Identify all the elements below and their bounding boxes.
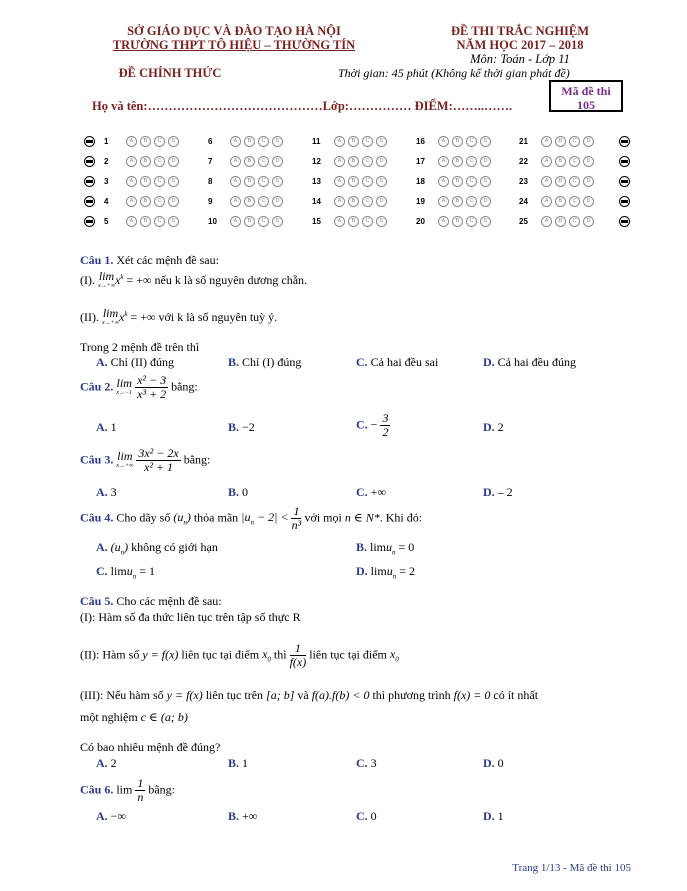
name-field[interactable]: ……………………………………	[147, 99, 323, 113]
answer-bubble-d[interactable]: D	[376, 136, 387, 147]
alignment-marker-icon	[619, 196, 630, 207]
answer-number: 1	[104, 136, 109, 146]
answer-number: 24	[519, 196, 528, 206]
name-label: Họ và tên:	[92, 99, 148, 113]
exam-code-value: 105	[577, 98, 595, 112]
question-text: Xét các mệnh đề sau:	[116, 253, 219, 267]
answer-group	[312, 132, 390, 150]
q5-statement-3-cont: một nghiệm c ∈ (a; b)	[80, 710, 188, 724]
answer-bubble-b[interactable]: B	[348, 156, 359, 167]
class-label: Lớp:	[322, 99, 349, 113]
answer-bubble-d[interactable]: D	[376, 176, 387, 187]
answer-bubble-c[interactable]: C	[466, 136, 477, 147]
answer-bubble-b[interactable]: B	[452, 156, 463, 167]
answer-bubble-a[interactable]: A	[334, 156, 345, 167]
question-text: Cho các mệnh đề sau:	[116, 594, 222, 608]
official-label: ĐỀ CHÍNH THỨC	[118, 66, 222, 80]
answer-group	[104, 152, 182, 170]
answer-bubble-a[interactable]: A	[541, 176, 552, 187]
answer-bubble-a[interactable]: A	[334, 176, 345, 187]
answer-group	[312, 152, 390, 170]
answer-bubble-a[interactable]: A	[126, 156, 137, 167]
time-line: Thời gian: 45 phút (Không kể thời gian phát đề)	[338, 66, 570, 80]
question-label: Câu 4.	[80, 510, 114, 525]
answer-group	[416, 212, 494, 230]
answer-bubble-b[interactable]: B	[348, 136, 359, 147]
answer-bubble-c[interactable]: C	[258, 136, 269, 147]
page-footer: Trang 1/13 - Mã đề thi 105	[512, 862, 631, 874]
fraction: $\frac{\text{3x² − 2x}}{\text{x² + 1}}$	[138, 446, 179, 474]
answer-bubble-b[interactable]: B	[140, 216, 151, 227]
limit-expression: lim x→+∞	[116, 448, 134, 469]
answer-number: 13	[312, 176, 321, 186]
answer-number: 21	[519, 136, 528, 146]
answer-bubble-d[interactable]: D	[583, 196, 594, 207]
answer-group	[416, 192, 494, 210]
answer-number: 9	[208, 196, 213, 206]
q5-statement-1: (I): Hàm số đa thức liên tục trên tập số thực R	[80, 610, 301, 624]
answer-bubble-a[interactable]: A	[126, 196, 137, 207]
answer-bubble-d[interactable]: D	[168, 176, 179, 187]
answer-bubble-a[interactable]: A	[541, 216, 552, 227]
answer-bubble-a[interactable]: A	[438, 216, 449, 227]
question-label: Câu 3.	[80, 452, 114, 467]
answer-bubble-d[interactable]: D	[168, 156, 179, 167]
q6-option-b[interactable]: B. +∞	[228, 809, 258, 823]
answer-number: 17	[416, 156, 425, 166]
answer-bubble-c[interactable]: C	[569, 136, 580, 147]
question-4: Câu 4. Cho dãy số $(u_n)$ thỏa mãn $|u_n - 2|$ < $\frac{1}{\text{n³}}$ với mọi n ∈ N*. Khi đó:	[80, 504, 423, 532]
q2-option-a[interactable]: A. 1	[96, 420, 117, 434]
answer-bubble-b[interactable]: B	[348, 176, 359, 187]
fraction: $\frac{\text{x² − 3}}{\text{x³ + 2}}$	[137, 373, 167, 401]
answer-bubble-d[interactable]: D	[480, 136, 491, 147]
q3-option-d[interactable]: D. – 2	[483, 485, 513, 499]
question-label: Câu 6.	[80, 782, 114, 797]
answer-bubble-a[interactable]: A	[438, 136, 449, 147]
alignment-marker-icon	[619, 136, 630, 147]
q1-statement-2: (II). lim x→+∞ $x^k$ = +∞ với k là số nguyên tuỳ ý.	[80, 306, 278, 327]
school-name: TRƯỜNG THPT TÔ HIỆU – THƯỜNG TÍN	[112, 38, 356, 52]
answer-group	[208, 152, 286, 170]
answer-bubble-d[interactable]: D	[376, 196, 387, 207]
alignment-marker-icon	[84, 176, 95, 187]
alignment-marker-icon	[84, 156, 95, 167]
answer-group	[519, 172, 597, 190]
answer-bubble-c[interactable]: C	[362, 156, 373, 167]
answer-bubble-a[interactable]: A	[334, 136, 345, 147]
q3-option-a[interactable]: A. 3	[96, 485, 117, 499]
statement-prefix: (I).	[80, 273, 95, 287]
q4-option-d[interactable]: D. limu$_n$ = 2	[356, 564, 415, 581]
alignment-marker-icon	[84, 216, 95, 227]
answer-number: 7	[208, 156, 213, 166]
q1-statement-1: (I). lim x→+∞ $x^k$ = +∞ nếu k là số nguyên dương chẵn.	[80, 269, 308, 290]
answer-bubble-d[interactable]: D	[376, 156, 387, 167]
answer-number: 5	[104, 216, 109, 226]
answer-group	[519, 152, 597, 170]
answer-number: 3	[104, 176, 109, 186]
answer-bubble-a[interactable]: A	[541, 196, 552, 207]
answer-bubble-d[interactable]: D	[583, 176, 594, 187]
answer-number: 18	[416, 176, 425, 186]
answer-bubble-c[interactable]: C	[154, 136, 165, 147]
answer-number: 11	[312, 136, 321, 146]
answer-group	[104, 132, 182, 150]
answer-bubble-b[interactable]: B	[140, 176, 151, 187]
answer-bubble-b[interactable]: B	[555, 136, 566, 147]
answer-bubble-d[interactable]: D	[376, 216, 387, 227]
q5-lead: Có bao nhiêu mệnh đề đúng?	[80, 740, 221, 754]
answer-group	[519, 132, 597, 150]
answer-number: 2	[104, 156, 109, 166]
answer-group	[312, 172, 390, 190]
answer-group	[416, 132, 494, 150]
answer-bubble-b[interactable]: B	[348, 196, 359, 207]
answer-bubble-a[interactable]: A	[126, 216, 137, 227]
answer-number: 23	[519, 176, 528, 186]
q2-option-c[interactable]: C. − $\frac{3}{2}$	[356, 411, 389, 439]
answer-bubble-c[interactable]: C	[154, 156, 165, 167]
answer-bubble-d[interactable]: D	[480, 156, 491, 167]
answer-bubble-c[interactable]: C	[362, 216, 373, 227]
answer-row	[84, 192, 644, 212]
question-tail: bằng:	[148, 782, 176, 797]
answer-bubble-b[interactable]: B	[140, 136, 151, 147]
alignment-marker-icon	[84, 196, 95, 207]
answer-bubble-a[interactable]: A	[541, 136, 552, 147]
class-field[interactable]: ……………	[348, 99, 412, 113]
answer-bubble-c[interactable]: C	[466, 196, 477, 207]
answer-group	[104, 172, 182, 190]
limit-expression: lim x→+∞	[98, 269, 115, 290]
answer-bubble-d[interactable]: D	[272, 176, 283, 187]
answer-group	[519, 212, 597, 230]
q5-option-a[interactable]: A. 2	[96, 756, 117, 770]
q5-option-b[interactable]: B. 1	[228, 756, 249, 770]
answer-bubble-c[interactable]: C	[154, 176, 165, 187]
answer-group	[208, 212, 286, 230]
answer-bubble-a[interactable]: A	[230, 176, 241, 187]
statement-prefix: (II).	[80, 310, 99, 324]
question-label: Câu 2.	[80, 379, 114, 394]
q5-statement-2: (II): Hàm số y = f(x) liên tục tại điểm $x_0$ thì $\frac{1}{f(x)}$ liên tục tại điểm $x_0$	[80, 641, 399, 669]
answer-group	[104, 212, 182, 230]
exam-code-label: Mã đề thi	[561, 84, 611, 98]
answer-group	[519, 192, 597, 210]
answer-number: 25	[519, 216, 528, 226]
answer-bubble-d[interactable]: D	[272, 216, 283, 227]
q2-option-b[interactable]: B. −2	[228, 420, 255, 434]
answer-bubble-c[interactable]: C	[362, 136, 373, 147]
alignment-marker-icon	[84, 136, 95, 147]
answer-row	[84, 152, 644, 172]
answer-bubble-c[interactable]: C	[258, 156, 269, 167]
question-5	[80, 594, 222, 609]
answer-group	[208, 132, 286, 150]
answer-bubble-b[interactable]: B	[140, 196, 151, 207]
exam-code-box	[549, 80, 623, 112]
answer-bubble-b[interactable]: B	[555, 216, 566, 227]
answer-bubble-a[interactable]: A	[438, 196, 449, 207]
answer-bubble-a[interactable]: A	[334, 196, 345, 207]
answer-bubble-d[interactable]: D	[583, 216, 594, 227]
statement-suffix: với k là số nguyên tuỳ ý.	[158, 310, 278, 324]
answer-sheet	[84, 132, 644, 232]
q4-option-b[interactable]: B. limu$_n$ = 0	[356, 540, 415, 557]
answer-bubble-a[interactable]: A	[230, 136, 241, 147]
limit-expression: lim x→−1	[116, 375, 133, 396]
q5-option-d[interactable]: D. 0	[483, 756, 504, 770]
answer-bubble-a[interactable]: A	[230, 156, 241, 167]
answer-bubble-d[interactable]: D	[272, 156, 283, 167]
school-year: NĂM HỌC 2017 – 2018	[456, 38, 584, 52]
q6-option-c[interactable]: C. 0	[356, 809, 377, 823]
question-label: Câu 5.	[80, 594, 114, 608]
answer-bubble-b[interactable]: B	[452, 196, 463, 207]
answer-bubble-c[interactable]: C	[362, 176, 373, 187]
q4-option-c[interactable]: C. limu$_n$ = 1	[96, 564, 155, 581]
q3-option-c[interactable]: C. +∞	[356, 485, 386, 499]
answer-bubble-c[interactable]: C	[258, 216, 269, 227]
answer-group	[312, 192, 390, 210]
answer-bubble-a[interactable]: A	[126, 136, 137, 147]
answer-bubble-b[interactable]: B	[452, 136, 463, 147]
answer-bubble-c[interactable]: C	[466, 176, 477, 187]
answer-number: 16	[416, 136, 425, 146]
answer-bubble-c[interactable]: C	[362, 196, 373, 207]
question-label: Câu 1.	[80, 253, 114, 267]
q1-lead: Trong 2 mệnh đề trên thì	[80, 340, 200, 354]
answer-bubble-c[interactable]: C	[258, 176, 269, 187]
answer-bubble-c[interactable]: C	[154, 196, 165, 207]
question-2	[80, 374, 198, 401]
answer-bubble-c[interactable]: C	[466, 156, 477, 167]
answer-bubble-c[interactable]: C	[154, 216, 165, 227]
answer-bubble-b[interactable]: B	[348, 216, 359, 227]
answer-bubble-c[interactable]: C	[466, 216, 477, 227]
q6-option-a[interactable]: A. −∞	[96, 809, 126, 823]
answer-bubble-b[interactable]: B	[140, 156, 151, 167]
answer-number: 8	[208, 176, 213, 186]
answer-group	[312, 212, 390, 230]
limit-expression: lim x→+∞	[101, 306, 119, 327]
answer-number: 19	[416, 196, 425, 206]
student-info-line	[92, 99, 512, 114]
answer-number: 12	[312, 156, 321, 166]
answer-bubble-d[interactable]: D	[583, 136, 594, 147]
answer-bubble-d[interactable]: D	[168, 196, 179, 207]
answer-number: 20	[416, 216, 425, 226]
answer-bubble-a[interactable]: A	[438, 156, 449, 167]
answer-bubble-d[interactable]: D	[272, 136, 283, 147]
q1-option-b[interactable]: B. Chỉ (I) đúng	[228, 355, 302, 369]
q1-option-d[interactable]: D. Cả hai đều đúng	[483, 355, 576, 369]
answer-bubble-a[interactable]: A	[126, 176, 137, 187]
answer-row	[84, 172, 644, 192]
answer-bubble-d[interactable]: D	[480, 216, 491, 227]
answer-bubble-d[interactable]: D	[480, 196, 491, 207]
answer-bubble-c[interactable]: C	[569, 216, 580, 227]
answer-bubble-b[interactable]: B	[244, 136, 255, 147]
alignment-marker-icon	[619, 216, 630, 227]
question-6: Câu 6. lim $\frac{1}{n}$ bằng:	[80, 776, 176, 804]
answer-bubble-a[interactable]: A	[230, 196, 241, 207]
answer-number: 10	[208, 216, 217, 226]
answer-bubble-d[interactable]: D	[168, 216, 179, 227]
q3-option-b[interactable]: B. 0	[228, 485, 249, 499]
answer-bubble-b[interactable]: B	[452, 176, 463, 187]
answer-bubble-c[interactable]: C	[569, 176, 580, 187]
answer-group	[416, 172, 494, 190]
answer-bubble-a[interactable]: A	[334, 216, 345, 227]
answer-bubble-b[interactable]: B	[452, 216, 463, 227]
alignment-marker-icon	[619, 156, 630, 167]
answer-bubble-b[interactable]: B	[244, 176, 255, 187]
answer-number: 22	[519, 156, 528, 166]
answer-number: 14	[312, 196, 321, 206]
q1-option-a[interactable]: A. Chỉ (II) đúng	[96, 355, 174, 369]
answer-row	[84, 132, 644, 152]
answer-number: 6	[208, 136, 213, 146]
answer-bubble-c[interactable]: C	[569, 156, 580, 167]
answer-row	[84, 212, 644, 232]
exam-title: ĐỀ THI TRẮC NGHIỆM	[450, 24, 590, 38]
q5-option-c[interactable]: C. 3	[356, 756, 377, 770]
question-1	[80, 253, 219, 268]
answer-group	[416, 152, 494, 170]
department-name: SỞ GIÁO DỤC VÀ ĐÀO TẠO HÀ NỘI	[127, 24, 341, 38]
answer-bubble-b[interactable]: B	[555, 176, 566, 187]
q2-option-d[interactable]: D. 2	[483, 420, 504, 434]
q6-option-d[interactable]: D. 1	[483, 809, 504, 823]
statement-suffix: nếu k là số nguyên dương chẵn.	[154, 273, 308, 287]
q1-option-c[interactable]: C. Cả hai đều sai	[356, 355, 439, 369]
answer-group	[208, 172, 286, 190]
score-field[interactable]: ……..…….	[452, 99, 513, 113]
q5-statement-3: (III): Nếu hàm số y = f(x) liên tục trên [a; b] và f(a).f(b) < 0 thì phương trình f(x) = 0 có ít nhất	[80, 688, 539, 702]
answer-bubble-c[interactable]: C	[258, 196, 269, 207]
answer-bubble-c[interactable]: C	[569, 196, 580, 207]
answer-bubble-b[interactable]: B	[555, 196, 566, 207]
answer-bubble-b[interactable]: B	[244, 196, 255, 207]
answer-bubble-b[interactable]: B	[244, 156, 255, 167]
answer-bubble-d[interactable]: D	[583, 156, 594, 167]
q4-option-a[interactable]: A. $(u_n)$ không có giới hạn	[96, 540, 218, 557]
subject-line: Môn: Toán - Lớp 11	[470, 52, 570, 66]
answer-bubble-d[interactable]: D	[272, 196, 283, 207]
answer-bubble-a[interactable]: A	[438, 176, 449, 187]
alignment-marker-icon	[619, 176, 630, 187]
answer-bubble-b[interactable]: B	[555, 156, 566, 167]
score-label: ĐIỂM:	[414, 99, 453, 113]
answer-number: 4	[104, 196, 109, 206]
fraction: $\frac{1}{n}$	[137, 776, 144, 804]
question-tail: bằng:	[183, 452, 211, 467]
question-tail: bằng:	[171, 379, 198, 394]
answer-group	[104, 192, 182, 210]
answer-bubble-a[interactable]: A	[230, 216, 241, 227]
answer-number: 15	[312, 216, 321, 226]
answer-group	[208, 192, 286, 210]
answer-bubble-b[interactable]: B	[244, 216, 255, 227]
answer-bubble-d[interactable]: D	[480, 176, 491, 187]
answer-bubble-a[interactable]: A	[541, 156, 552, 167]
answer-bubble-d[interactable]: D	[168, 136, 179, 147]
question-3	[80, 447, 210, 474]
